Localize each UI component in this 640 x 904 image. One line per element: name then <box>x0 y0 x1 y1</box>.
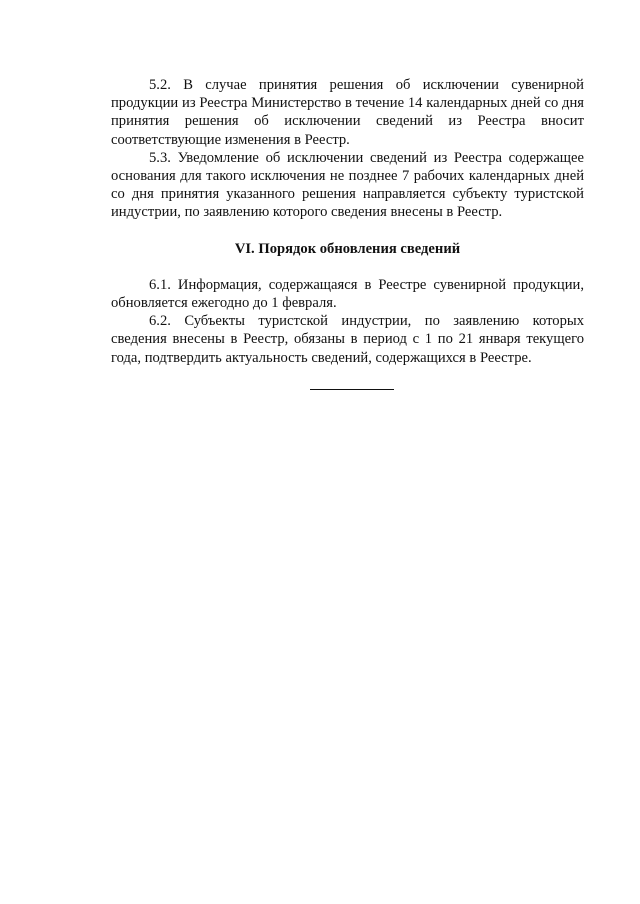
paragraph-5-2: 5.2. В случае принятия решения об исключении сувенирной продукции из Реестра Министерство в течение 14 календарных дней со дня принятия решения об исключении сведений из Реестра вносит соответствующие изменения в Реестр. <box>111 77 584 148</box>
paragraph-5-3: 5.3. Уведомление об исключении сведений из Реестра содержащее основания для такого исключения не позднее 7 рабочих календарных дней со дня принятия указанного решения направляется субъекту туристской индустрии, по заявлению которого сведения внесены в Реестр. <box>111 149 584 221</box>
paragraph-6-2: 6.2. Субъекты туристской индустрии, по заявлению которых сведения внесены в Реестр, обязаны в период с 1 по 21 января текущего года, подтвердить актуальность сведений, содержащихся в Реестре. <box>111 313 584 366</box>
section-heading-vi: VI. Порядок обновления сведений <box>234 240 461 257</box>
document-body <box>111 76 584 390</box>
end-divider <box>310 389 394 390</box>
paragraph-6-1: 6.1. Информация, содержащаяся в Реестре сувенирной продукции, обновляется ежегодно до 1 февраля. <box>111 276 584 312</box>
